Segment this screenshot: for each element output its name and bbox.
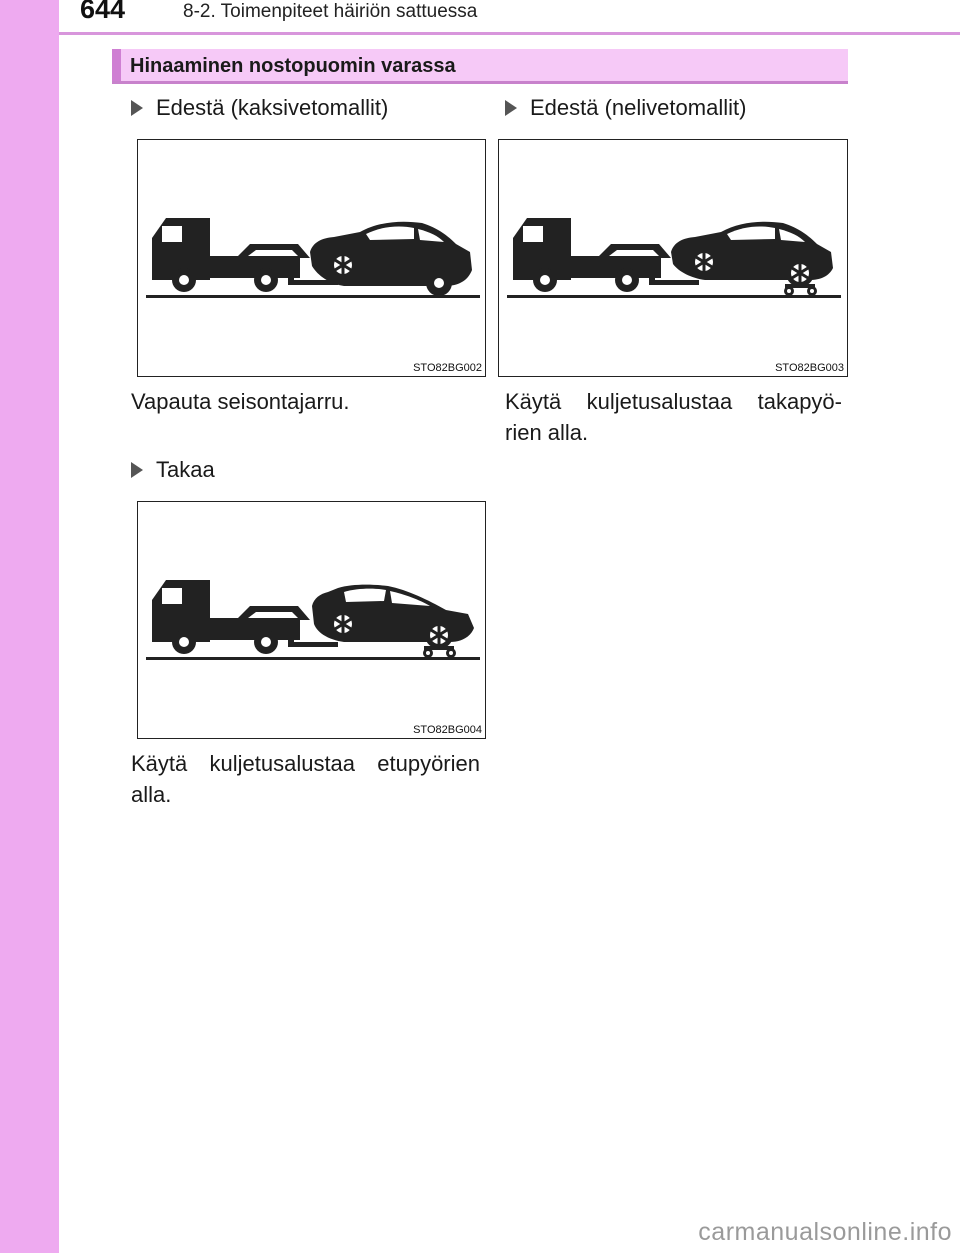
item-heading-rear xyxy=(131,457,215,483)
section-accent-bar xyxy=(112,49,121,81)
bullet-triangle-icon xyxy=(505,100,517,116)
item-heading-front-4wd xyxy=(505,95,746,121)
section-header xyxy=(112,49,848,84)
figure-code: STO82BG003 xyxy=(775,362,844,374)
item-text-rear-line2: alla. xyxy=(131,782,172,807)
tow-truck-front-4wd-dolly-icon xyxy=(499,140,849,378)
item-heading-label: Edestä (nelivetomallit) xyxy=(530,95,747,120)
figure-rear xyxy=(137,501,486,739)
chapter-title: 8-2. Toimenpiteet häiriön sattuessa xyxy=(183,1,478,22)
item-text-front-4wd-line1: Käytä kuljetusalustaa takapyö- xyxy=(505,389,842,414)
figure-code: STO82BG002 xyxy=(413,362,482,374)
item-text-front-2wd: Vapauta seisontajarru. xyxy=(131,389,350,414)
chapter-side-tab xyxy=(0,0,59,1253)
tow-truck-front-2wd-icon xyxy=(138,140,487,378)
bullet-triangle-icon xyxy=(131,100,143,116)
item-text-front-4wd-line2: rien alla. xyxy=(505,420,589,445)
item-heading-front-2wd xyxy=(131,95,388,121)
page-number: 644 xyxy=(80,0,126,24)
bullet-triangle-icon xyxy=(131,462,143,478)
figure-code: STO82BG004 xyxy=(413,724,482,736)
header-rule xyxy=(59,32,960,35)
figure-front-2wd xyxy=(137,139,486,377)
item-heading-label: Takaa xyxy=(156,457,215,482)
section-title: Hinaaminen nostopuomin varassa xyxy=(130,55,456,77)
figure-front-4wd xyxy=(498,139,848,377)
tow-truck-rear-dolly-icon xyxy=(138,502,487,740)
item-text-rear-line1: Käytä kuljetusalustaa etupyörien xyxy=(131,751,480,776)
item-heading-label: Edestä (kaksivetomallit) xyxy=(156,95,389,120)
watermark: carmanualsonline.info xyxy=(698,1218,952,1246)
